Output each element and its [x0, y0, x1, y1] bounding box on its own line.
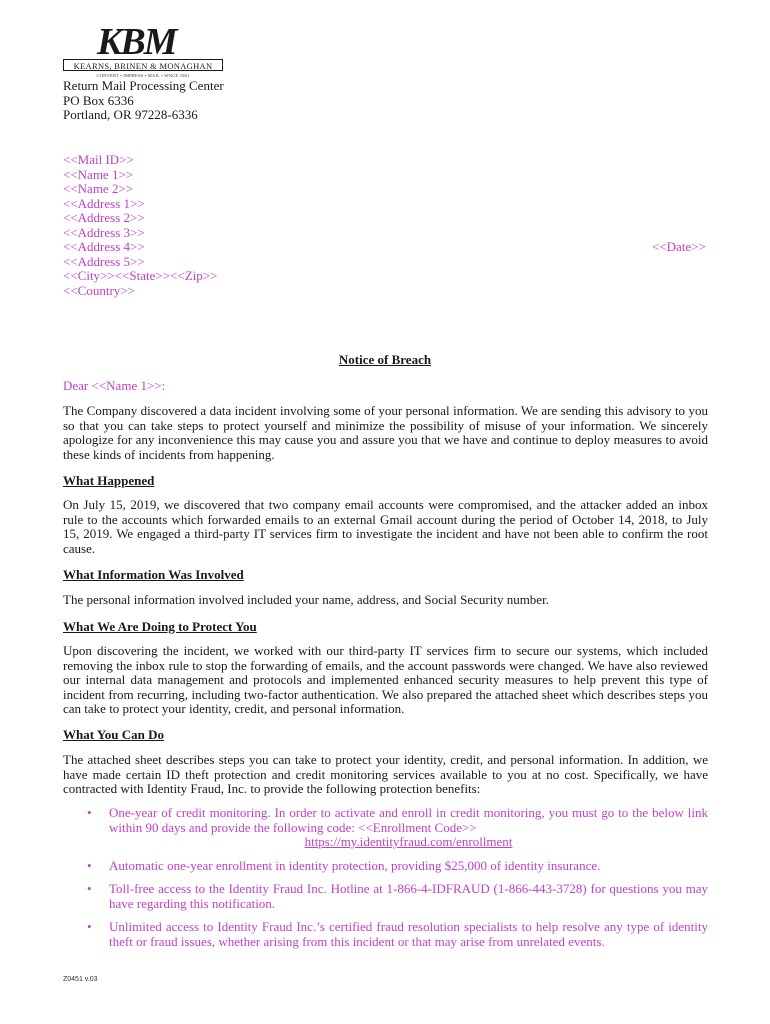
country-field: <<Country>>	[63, 282, 135, 298]
information-involved-paragraph: The personal information involved included your name, address, and Social Security number.	[63, 592, 549, 607]
form-code: Z0451 v.03	[63, 976, 98, 983]
heading-what-you-can-do: What You Can Do	[63, 727, 165, 742]
salutation: Dear <<Name 1>>:	[63, 378, 166, 393]
company-logo	[63, 21, 225, 80]
what-we-are-doing-paragraph: Upon discovering the incident, we worked with our third-party IT services firm to secure our systems, which included removing the inbox rule to stop the forwarding of emails, and the account passwords were changed. We have also reviewed our internal data management and protocols and implemented enhanced security measures to help prevent this type of incident from recurring, including two-factor authentication. We also prepared the attached sheet which describes steps you can take to protect your identity, credit, and personal information.	[63, 643, 708, 716]
heading-what-we-are-doing: What We Are Doing to Protect You	[63, 619, 257, 634]
enrollment-link[interactable]: https://my.identityfraud.com/enrollment	[304, 834, 513, 849]
benefit-text: One-year of credit monitoring. In order to activate and enroll in credit monitoring, you must go to the below link within 90 days and provide the following code: <<Enrollment Code>>	[109, 805, 708, 835]
benefit-hotline	[63, 882, 708, 911]
what-happened-paragraph: On July 15, 2019, we discovered that two company email accounts were compromised, and the attacker added an inbox rule to the accounts which forwarded emails to an external Gmail account during the period of October 14, 2018, to July 15, 2019. We engaged a third-party IT services firm to investigate the incident and have not been able to confirm the root cause.	[63, 497, 708, 556]
address1-field: <<Address 1>>	[63, 195, 145, 211]
bullet-icon: •	[87, 805, 92, 820]
heading-information-involved: What Information Was Involved	[63, 567, 244, 582]
intro-paragraph: The Company discovered a data incident involving some of your personal information. We are sending this advisory to you so that you can take steps to protect yourself and minimize the possibility of misuse of your information. We sincerely apologize for any inconvenience this may cause you and assure you that we have and continue to deploy measures to avoid these kinds of incidents from happening.	[63, 403, 708, 462]
name2-field: <<Name 2>>	[63, 181, 134, 196]
logo-mark: KBM	[97, 21, 176, 63]
recipient-address-block	[63, 153, 217, 298]
benefit-credit-monitoring	[63, 806, 708, 850]
heading-what-happened: What Happened	[63, 473, 155, 488]
bullet-icon: •	[87, 857, 92, 873]
notice-title: Notice of Breach	[338, 352, 432, 367]
logo-tagline: CONVERT • IMPRESS • MAIL • SINCE 1961	[96, 73, 190, 78]
benefit-text: Unlimited access to Identity Fraud Inc.’s certified fraud resolution specialists to help resolve any type of identity theft or fraud issues, whether arising from this incident or that may arise from unrelated events.	[109, 919, 708, 949]
return-line-3: Portland, OR 97228-6336	[63, 107, 198, 122]
benefit-text: Automatic one-year enrollment in identity protection, providing $25,000 of identity insurance.	[109, 857, 601, 873]
benefits-list	[63, 806, 708, 958]
logo-name: KEARNS, BRINEN & MONAGHAN	[63, 59, 223, 71]
address4-field: <<Address 4>>	[63, 239, 145, 254]
address2-field: <<Address 2>>	[63, 210, 145, 225]
address3-field: <<Address 3>>	[63, 224, 145, 240]
mail-id-field: <<Mail ID>>	[63, 152, 134, 167]
return-line-2: PO Box 6336	[63, 92, 134, 108]
name1-field: <<Name 1>>	[63, 166, 134, 182]
address5-field: <<Address 5>>	[63, 253, 145, 269]
benefit-identity-protection	[63, 859, 708, 874]
benefit-text: Toll-free access to the Identity Fraud Inc. Hotline at 1-866-4-IDFRAUD (1-866-443-3728) for questions you may have regarding this notification.	[109, 881, 708, 911]
benefit-fraud-specialists	[63, 920, 708, 949]
bullet-icon: •	[87, 919, 92, 934]
return-address	[63, 79, 224, 123]
return-line-1: Return Mail Processing Center	[63, 78, 224, 93]
date-field: <<Date>>	[652, 239, 706, 254]
city-state-zip-field: <<City>><<State>><<Zip>>	[63, 268, 218, 283]
what-you-can-do-paragraph: The attached sheet describes steps you can take to protect your identity, credit, and personal information. In addition, we have made certain ID theft protection and credit monitoring services available to you at no cost. Specifically, we have contracted with Identity Fraud, Inc. to provide the following protection benefits:	[63, 752, 708, 796]
bullet-icon: •	[87, 881, 92, 896]
